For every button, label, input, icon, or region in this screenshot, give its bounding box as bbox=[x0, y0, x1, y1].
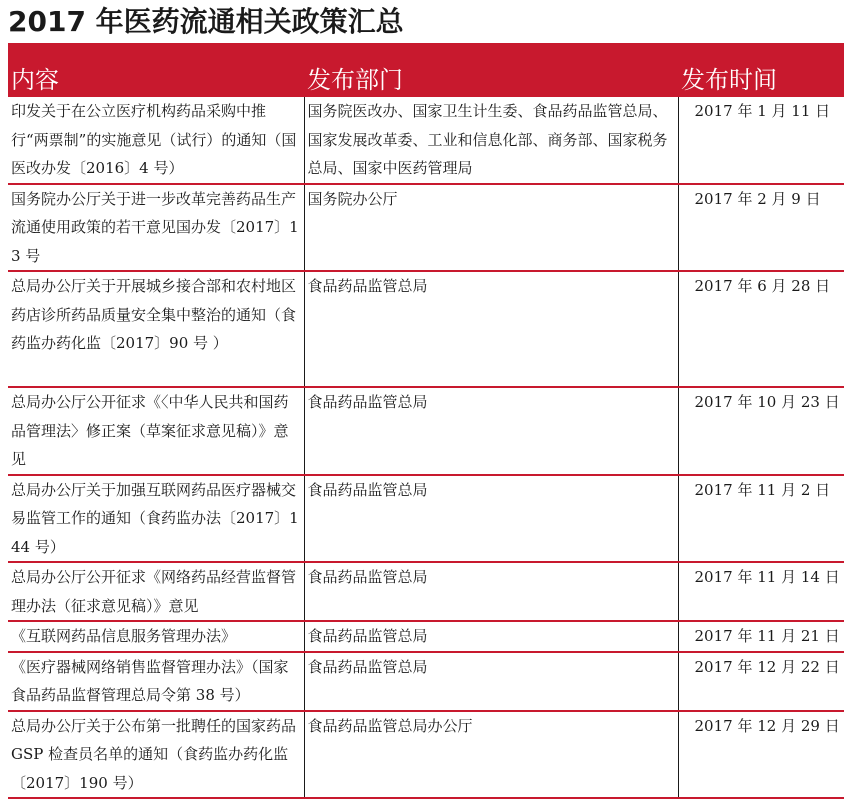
cell-date: 2017 年 6 月 28 日 bbox=[678, 271, 844, 387]
cell-department: 国务院医改办、国家卫生计生委、食品药品监管总局、国家发展改革委、工业和信息化部、商务部、国家税务总局、国家中医药管理局 bbox=[304, 97, 678, 184]
cell-content: 《互联网药品信息服务管理办法》 bbox=[8, 621, 304, 652]
cell-department: 食品药品监管总局 bbox=[304, 387, 678, 475]
cell-content: 总局办公厅关于加强互联网药品医疗器械交易监管工作的通知（食药监办法〔2017〕144 号） bbox=[8, 475, 304, 563]
header-department: 发布部门 bbox=[304, 43, 678, 97]
cell-department: 食品药品监管总局 bbox=[304, 652, 678, 711]
table-row bbox=[8, 652, 844, 711]
cell-date: 2017 年 11 月 21 日 bbox=[678, 621, 844, 652]
table-header-row bbox=[8, 43, 844, 97]
table-row bbox=[8, 387, 844, 475]
cell-date: 2017 年 10 月 23 日 bbox=[678, 387, 844, 475]
table-row bbox=[8, 621, 844, 652]
cell-department: 国务院办公厅 bbox=[304, 184, 678, 272]
cell-department: 食品药品监管总局 bbox=[304, 475, 678, 563]
header-date: 发布时间 bbox=[678, 43, 844, 97]
cell-date: 2017 年 2 月 9 日 bbox=[678, 184, 844, 272]
cell-department: 食品药品监管总局 bbox=[304, 271, 678, 387]
table-row bbox=[8, 711, 844, 799]
page-title: 2017 年医药流通相关政策汇总 bbox=[8, 5, 404, 38]
cell-date: 2017 年 12 月 22 日 bbox=[678, 652, 844, 711]
cell-date: 2017 年 12 月 29 日 bbox=[678, 711, 844, 799]
table-row bbox=[8, 97, 844, 184]
cell-content: 总局办公厅关于开展城乡接合部和农村地区药店诊所药品质量安全集中整治的通知（食药监办药化监〔2017〕90 号 ） bbox=[8, 271, 304, 387]
cell-content: 总局办公厅公开征求《〈中华人民共和国药品管理法〉修正案（草案征求意见稿）》意见 bbox=[8, 387, 304, 475]
policy-table bbox=[8, 43, 844, 799]
table-row bbox=[8, 475, 844, 563]
cell-date: 2017 年 1 月 11 日 bbox=[678, 97, 844, 184]
cell-content: 总局办公厅关于公布第一批聘任的国家药品 GSP 检查员名单的通知（食药监办药化监〔2017〕190 号） bbox=[8, 711, 304, 799]
cell-content: 国务院办公厅关于进一步改革完善药品生产流通使用政策的若干意见国办发〔2017〕13 号 bbox=[8, 184, 304, 272]
table-row bbox=[8, 184, 844, 272]
cell-content: 印发关于在公立医疗机构药品采购中推行“两票制”的实施意见（试行）的通知（国医改办发〔2016〕4 号） bbox=[8, 97, 304, 184]
cell-content: 《医疗器械网络销售监督管理办法》（国家食品药品监督管理总局令第 38 号） bbox=[8, 652, 304, 711]
cell-date: 2017 年 11 月 2 日 bbox=[678, 475, 844, 563]
cell-department: 食品药品监管总局 bbox=[304, 621, 678, 652]
table-row bbox=[8, 271, 844, 387]
cell-department: 食品药品监管总局办公厅 bbox=[304, 711, 678, 799]
table-row bbox=[8, 562, 844, 621]
cell-date: 2017 年 11 月 14 日 bbox=[678, 562, 844, 621]
header-content: 内容 bbox=[8, 43, 304, 97]
cell-department: 食品药品监管总局 bbox=[304, 562, 678, 621]
cell-content: 总局办公厅公开征求《网络药品经营监督管理办法（征求意见稿）》意见 bbox=[8, 562, 304, 621]
